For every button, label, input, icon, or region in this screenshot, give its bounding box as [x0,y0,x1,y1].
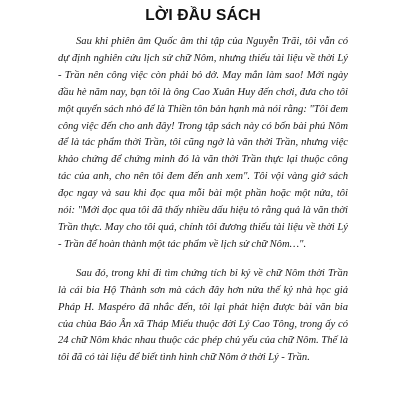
page-title: LỜI ĐẦU SÁCH [145,7,261,24]
body-paragraph: Sau đó, trong khi đi tìm chứng tích bi ký về chữ Nôm thời Trần là cái bia Hộ Thành sơn mà cách đây hơn nửa thế kỷ nhà học giả Pháp H. Maspéro đã nhắc đến, tôi lại phát hiện được bài văn bia của chùa Báo Ân xã Tháp Miếu thuộc đời Lý Cao Tông, trong ấy có 24 chữ Nôm khác nhau thuộc các phép chủ yếu của chữ Nôm. Thế là tôi đã có tài liệu để biết tình hình chữ Nôm ở thời Lý - Trần. [58,267,348,364]
body-paragraph: Sau khi phiên âm Quốc âm thi tập của Nguyễn Trãi, tôi vẫn có dự định nghiên cứu lịch sử chữ Nôm, nhưng thiếu tài liệu về thời Lý - Trần nên công việc còn phải bỏ dở. May mắn làm sao! Mới ngày đầu hè năm nay, bạn tôi là ông Cao Xuân Huy đến chơi, đưa cho tôi một quyển sách nhỏ để là Thiền tôn bản hạnh mà nói rằng: "Tôi đem công việc đến cho anh đây! Trong tập sách này có bốn bài phú Nôm để là tác phẩm thời Trần, tôi cũng ngờ là văn thời Trần, nhưng việc khảo chứng để chứng minh đó là văn thời Trần thực lại thuộc công tác của anh, cho nên tôi đem đến anh xem". Tôi vội vàng giở sách đọc ngay và sau khi đọc qua mỗi bài một phần hoặc một nửa, tôi nói: "Mới đọc qua tôi đã thấy nhiều dấu hiệu tỏ rằng quả là văn thời Trần thực. May cho tôi quá, chính tôi đương thiếu tài liệu về thời Lý - Trần để hoàn thành một tác phẩm về lịch sử chữ Nôm…". [58,36,349,250]
